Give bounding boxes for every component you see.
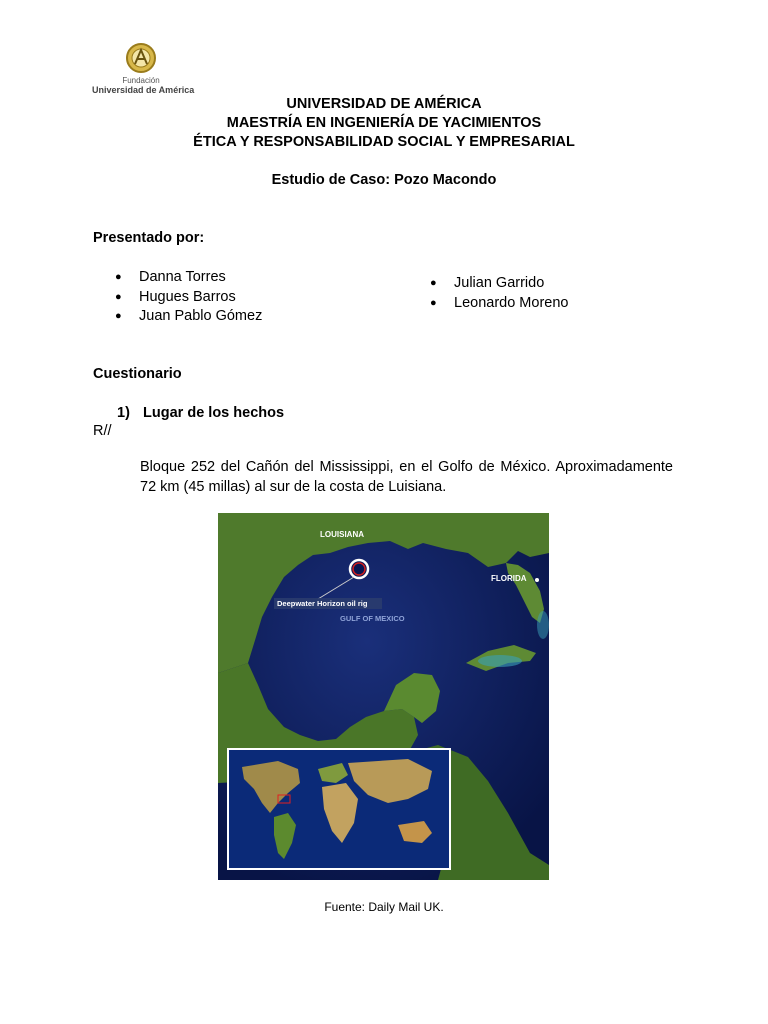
- florida-dot: [535, 578, 539, 582]
- university-seal-icon: [124, 42, 158, 74]
- answer-prefix: R//: [93, 423, 112, 439]
- label-gulf: GULF OF MEXICO: [340, 614, 405, 623]
- gulf-of-mexico-map: [218, 513, 549, 880]
- author-item: ● Hugues Barros: [93, 288, 262, 308]
- header-program: MAESTRÍA EN INGENIERÍA DE YACIMIENTOS: [226, 115, 542, 131]
- label-louisiana: LOUISIANA: [320, 530, 364, 539]
- header-course: ÉTICA Y RESPONSABILIDAD SOCIAL Y EMPRESARIAL: [193, 134, 575, 150]
- figure-caption: Fuente: Daily Mail UK.: [324, 900, 444, 914]
- document-header: [0, 95, 768, 152]
- question-number: 1): [117, 405, 130, 421]
- shallow-water: [478, 655, 522, 667]
- label-rig: Deepwater Horizon oil rig: [277, 599, 368, 608]
- label-florida: FLORIDA: [491, 574, 527, 583]
- logo-line-1: Fundación: [122, 76, 160, 85]
- university-logo: [92, 42, 195, 95]
- author-item: ● Leonardo Moreno: [408, 294, 568, 314]
- bahamas-shallows: [537, 611, 549, 639]
- answer-1: Bloque 252 del Cañón del Mississippi, en el Golfo de México. Aproximadamente 72 km (45 millas) al sur de la costa de Luisiana.: [140, 459, 673, 495]
- author-item: ● Juan Pablo Gómez: [93, 307, 262, 327]
- presented-by-label: Presentado por:: [93, 230, 205, 246]
- author-item: ● Julian Garrido: [408, 274, 568, 294]
- world-map-inset: [228, 749, 450, 869]
- question-1: [117, 405, 284, 421]
- authors-list-right: [408, 274, 568, 313]
- question-text: Lugar de los hechos: [143, 405, 285, 421]
- authors-list-left: [93, 268, 262, 327]
- header-university: UNIVERSIDAD DE AMÉRICA: [286, 96, 482, 112]
- questionnaire-heading: Cuestionario: [93, 366, 182, 382]
- case-title: Estudio de Caso: Pozo Macondo: [271, 172, 497, 188]
- author-item: ● Danna Torres: [93, 268, 262, 288]
- logo-line-2: Universidad de América: [92, 85, 195, 95]
